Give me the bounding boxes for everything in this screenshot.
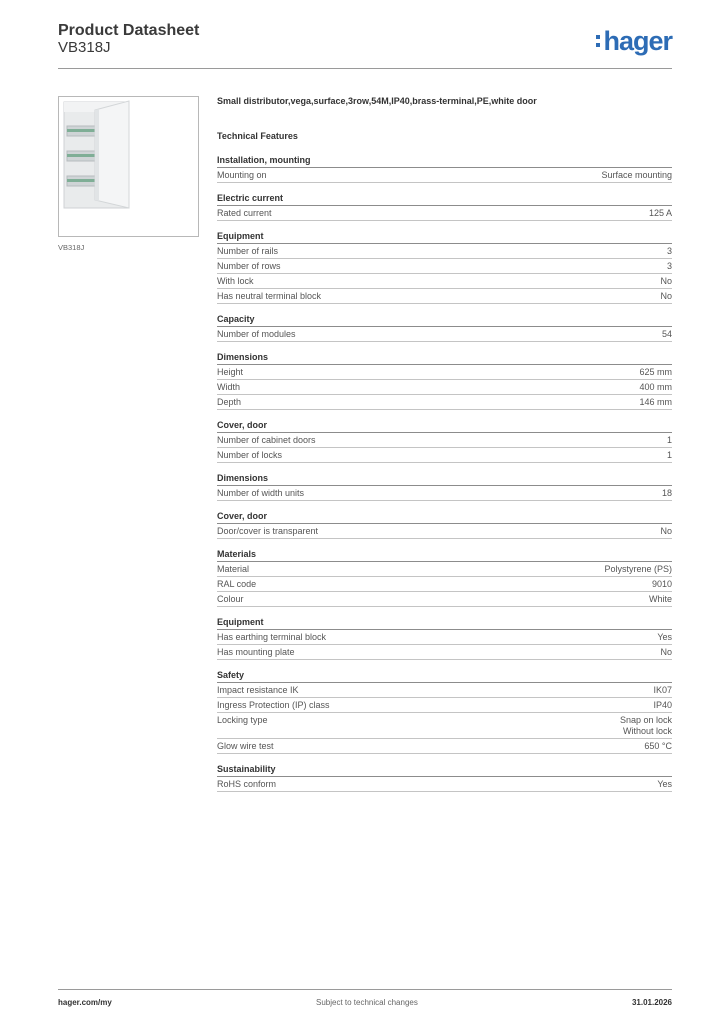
section-title: Dimensions [217,473,672,486]
technical-features-heading: Technical Features [217,131,298,141]
feature-value: Polystyrene (PS) [604,564,672,574]
distribution-board-icon [59,97,198,236]
section-title: Safety [217,670,672,683]
feature-label: Has earthing terminal block [217,632,327,642]
feature-value: White [648,594,672,604]
feature-row [217,259,672,274]
feature-row [217,698,672,713]
feature-value: Surface mounting [601,170,672,180]
feature-section [217,314,672,342]
feature-label: Number of cabinet doors [217,435,316,445]
feature-label: Colour [217,594,244,604]
feature-row [217,433,672,448]
feature-row [217,739,672,754]
feature-row [217,395,672,410]
feature-label: Has mounting plate [217,647,295,657]
feature-label: Number of rows [217,261,281,271]
feature-value: 3 [666,261,672,271]
feature-section [217,420,672,463]
datasheet-content [217,96,672,802]
feature-value: No [660,526,672,536]
feature-value: No [660,291,672,301]
product-description: Small distributor,vega,surface,3row,54M,IP40,brass-terminal,PE,white door [217,96,537,106]
feature-row [217,577,672,592]
feature-label: Depth [217,397,242,407]
feature-value-line: Snap on lock [619,715,672,725]
feature-section [217,511,672,539]
header-divider [58,68,672,69]
feature-label: RAL code [217,579,257,589]
feature-value: 54 [661,329,672,339]
feature-section [217,193,672,221]
feature-row [217,244,672,259]
feature-row [217,683,672,698]
feature-value: 146 mm [639,397,672,407]
feature-value: Yes [657,632,672,642]
feature-label: Locking type [217,715,268,725]
feature-sections [217,155,672,792]
feature-label: Number of rails [217,246,279,256]
feature-value: IK07 [653,685,672,695]
feature-row [217,289,672,304]
feature-row [217,448,672,463]
feature-value: Yes [657,779,672,789]
section-title: Cover, door [217,420,672,433]
feature-value-line: Without lock [622,726,672,736]
feature-label: Width [217,382,241,392]
feature-row [217,592,672,607]
logo-text: hager [603,26,672,56]
section-title: Installation, mounting [217,155,672,168]
feature-value: 1 [666,450,672,460]
image-caption: VB318J [58,243,85,252]
feature-row [217,486,672,501]
section-title: Equipment [217,617,672,630]
feature-label: Impact resistance IK [217,685,299,695]
feature-value: 9010 [651,579,672,589]
feature-value: 400 mm [639,382,672,392]
feature-row [217,380,672,395]
feature-label: Has neutral terminal block [217,291,322,301]
feature-label: With lock [217,276,254,286]
section-title: Materials [217,549,672,562]
feature-label: Height [217,367,244,377]
section-title: Cover, door [217,511,672,524]
feature-row [217,365,672,380]
feature-value: 3 [666,246,672,256]
section-title: Equipment [217,231,672,244]
feature-section [217,155,672,183]
feature-value [620,715,672,737]
feature-label: Material [217,564,250,574]
feature-label: Number of width units [217,488,305,498]
product-image [58,96,199,237]
feature-value: 625 mm [639,367,672,377]
feature-value: No [660,647,672,657]
footer-divider [58,989,672,990]
feature-row [217,645,672,660]
feature-value: No [660,276,672,286]
feature-row [217,777,672,792]
product-code: VB318J [58,39,111,56]
feature-row [217,206,672,221]
feature-section [217,764,672,792]
logo-dots-icon [596,33,600,48]
feature-section [217,231,672,304]
hager-logo [596,28,672,55]
feature-row [217,524,672,539]
feature-section [217,352,672,410]
section-title: Capacity [217,314,672,327]
feature-label: Mounting on [217,170,267,180]
feature-section [217,549,672,607]
feature-row [217,168,672,183]
feature-label: Number of locks [217,450,283,460]
feature-value: 650 °C [644,741,672,751]
feature-label: Door/cover is transparent [217,526,319,536]
section-title: Dimensions [217,352,672,365]
feature-value: IP40 [653,700,672,710]
feature-label: Rated current [217,208,272,218]
feature-label: Number of modules [217,329,296,339]
feature-label: RoHS conform [217,779,277,789]
footer-date: 31.01.2026 [631,998,672,1007]
feature-row [217,630,672,645]
footer-website: hager.com/my [58,998,112,1007]
section-title: Sustainability [217,764,672,777]
footer-note: Subject to technical changes [316,998,418,1007]
feature-value: 18 [661,488,672,498]
feature-row [217,562,672,577]
page-title: Product Datasheet [58,22,200,39]
feature-label: Ingress Protection (IP) class [217,700,330,710]
section-title: Electric current [217,193,672,206]
feature-value: 125 A [648,208,672,218]
feature-section [217,617,672,660]
feature-value: 1 [666,435,672,445]
feature-row [217,327,672,342]
feature-row [217,274,672,289]
feature-label: Glow wire test [217,741,274,751]
feature-section [217,473,672,501]
feature-row [217,713,672,739]
feature-section [217,670,672,754]
